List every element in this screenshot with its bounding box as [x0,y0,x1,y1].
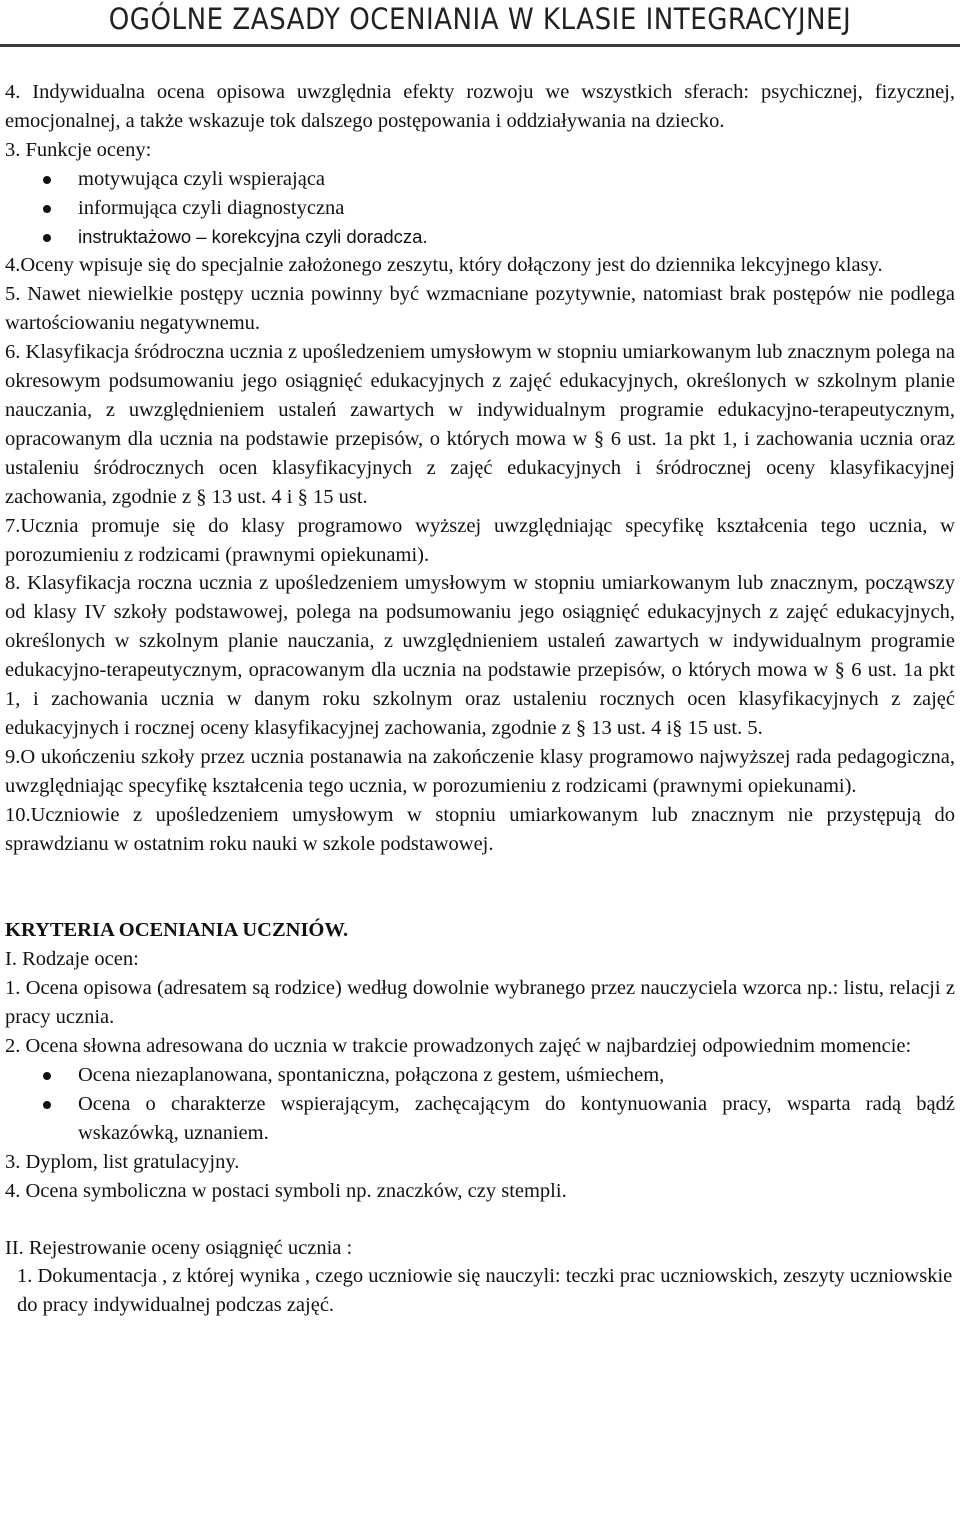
rodzaj-4: 4. Ocena symboliczna w postaci symboli np. znaczków, czy stempli. [5,1179,567,1202]
list-item: Ocena o charakterze wspierającym, zachęcającym do kontynuowania pracy, wsparta radą bądź wskazówką, uznaniem. [5,1090,955,1148]
paragraph-3-funkcje: 3. Funkcje oceny: [5,138,152,161]
list-item: instruktażowo – korekcyjna czyli doradcza. [5,223,955,252]
list-item: Ocena niezaplanowana, spontaniczna, połączona z gestem, uśmiechem, [5,1061,955,1090]
list-item: motywująca czyli wspierająca [5,165,955,194]
bullet-icon [43,176,51,184]
spacer [5,858,955,916]
paragraph-10: 10.Uczniowie z upośledzeniem umysłowym w stopniu umiarkowanym lub znacznym nie przystępują do sprawdzianu w ostatnim roku nauki w szkole podstawowej. [5,803,955,855]
bullet-icon [43,1072,51,1080]
spacer [5,1206,955,1234]
rodzaje-heading: I. Rodzaje ocen: [5,948,139,971]
ocena-slowna-list [5,1061,955,1148]
dokumentacja-item: 1. Dokumentacja , z której wynika , czego uczniowie się nauczyli: teczki prac uczniowskich, zeszyty uczniowskie do pracy indywidualnej podczas zajęć. [17,1265,953,1317]
bullet-icon [43,1101,51,1109]
rodzaj-1: 1. Ocena opisowa (adresatem są rodzice) według dowolnie wybranego przez nauczyciela wzorca np.: listu, relacji z pracy ucznia. [5,977,955,1029]
list-item: informująca czyli diagnostyczna [5,194,955,223]
header-rule [0,44,960,47]
rejestrowanie-heading: II. Rejestrowanie oceny osiągnięć ucznia : [5,1236,353,1259]
paragraph-7: 7.Ucznia promuje się do klasy programowo wyższej uwzględniając specyfikę kształcenia tego ucznia, w porozumieniu z rodzicami (prawnymi opiekunami). [5,514,955,566]
paragraph-4b: 4.Oceny wpisuje się do specjalnie założonego zeszytu, który dołączony jest do dziennika lekcyjnego klasy. [5,254,883,277]
paragraph-6: 6. Klasyfikacja śródroczna ucznia z upośledzeniem umysłowym w stopniu umiarkowanym lub znacznym polega na okresowym podsumowaniu jego osiągnięć edukacyjnych z zajęć edukacyjnych, określonych w szkolnym planie nauczania, z uwzględnieniem ustaleń zawartych w indywidualnym programie edukacyjno-terapeutycznym, opracowanym dla ucznia na podstawie przepisów, o których mowa w § 6 ust. 1a pkt 1, i zachowania ucznia oraz ustaleniu śródrocznych ocen klasyfikacyjnych z zajęć edukacyjnych i śródrocznej oceny klasyfikacyjnej zachowania, zgodnie z § 13 ust. 4 i § 15 ust. [5,341,955,508]
paragraph-9: 9.O ukończeniu szkoły przez ucznia postanawia na zakończenie klasy programowo najwyższej rada pedagogiczna, uwzględniając specyfikę kształcenia tego ucznia, w porozumieniu z rodzicami (prawnymi opiekunami). [5,745,955,797]
page-header-title: OGÓLNE ZASADY OCENIANIA W KLASIE INTEGRACYJNEJ [108,2,852,36]
paragraph-8: 8. Klasyfikacja roczna ucznia z upośledzeniem umysłowym w stopniu umiarkowanym lub znacznym, począwszy od klasy IV szkoły podstawowej, polega na podsumowaniu jego osiągnięć edukacyjnych z zajęć edukacyjnych, określonych w szkolnym planie nauczania, z uwzględnieniem ustaleń zawartych w indywidualnym programie edukacyjno-terapeutycznym, opracowanym dla ucznia na podstawie przepisów, o których mowa w § 6 ust. 1a pkt 1, i zachowania ucznia w danym roku szkolnym oraz ustaleniu rocznych ocen klasyfikacyjnych z zajęć edukacyjnych i rocznej oceny klasyfikacyjnej zachowania, zgodnie z § 13 ust. 4 i§ 15 ust. 5. [5,572,955,739]
bullet-icon [43,205,51,213]
rodzaj-3: 3. Dyplom, list gratulacyjny. [5,1150,240,1173]
paragraph-5: 5. Nawet niewielkie postępy ucznia powinny być wzmacniane pozytywnie, natomiast brak postępów nie podlega wartościowaniu negatywnemu. [5,283,955,335]
bullet-icon [43,234,51,242]
kryteria-heading: KRYTERIA OCENIANIA UCZNIÓW. [5,919,349,942]
rodzaj-2: 2. Ocena słowna adresowana do ucznia w trakcie prowadzonych zajęć w najbardziej odpowiednim momencie: [5,1035,912,1058]
funkcje-list [5,165,955,252]
paragraph-4a: 4. Indywidualna ocena opisowa uwzględnia efekty rozwoju we wszystkich sferach: psychicznej, fizycznej, emocjonalnej, a także wskazuje tok dalszego postępowania i oddziaływania na dziecko. [5,81,955,132]
document-body [5,78,955,1320]
